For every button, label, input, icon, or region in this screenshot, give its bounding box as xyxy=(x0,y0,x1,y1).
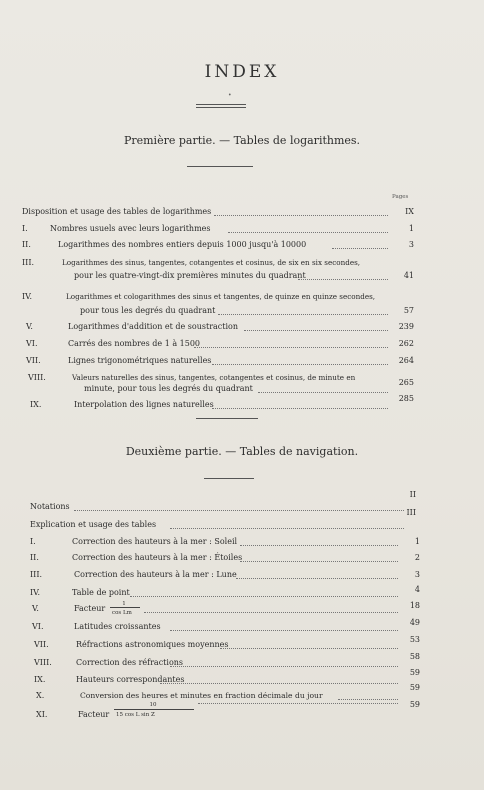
entry-page: 285 xyxy=(398,394,414,403)
entry-text: Logarithmes d'addition et de soustraction xyxy=(68,322,239,331)
entry-number: I. xyxy=(22,224,28,233)
entry-text: Carrés des nombres de 1 à 1500 xyxy=(68,339,201,348)
leader-dots xyxy=(220,647,398,649)
entry-page: 262 xyxy=(398,339,414,348)
entry-page: 49 xyxy=(409,618,420,627)
part2-rule xyxy=(204,478,254,479)
entry-text: Notations xyxy=(30,502,70,511)
entry-number: IX. xyxy=(30,400,42,409)
entry-text: Logarithmes des nombres entiers depuis 1000 jusqu'à 10000 xyxy=(58,240,307,249)
entry-number: I. xyxy=(30,537,36,546)
entry-page: 59 xyxy=(409,668,420,677)
leader-dots xyxy=(338,698,398,700)
entry-page: 239 xyxy=(398,322,414,331)
entry-text: Interpolation des lignes naturelles xyxy=(74,400,214,409)
entry-number: III. xyxy=(22,258,35,267)
entry-text-continued: pour les quatre-vingt-dix premières minutes du quadrant xyxy=(74,271,306,280)
entry-text: Logarithmes et cologarithmes des sinus et tangentes, de quinze en quinze secondes, xyxy=(66,292,376,301)
entry-number: V. xyxy=(26,322,33,331)
entry-number: XI. xyxy=(36,710,48,719)
leader-dots xyxy=(240,560,398,562)
part1-end-rule xyxy=(196,418,258,419)
leader-dots xyxy=(240,544,398,546)
entry-page: 57 xyxy=(403,306,414,315)
entry-page: IX xyxy=(405,207,414,216)
entry-page: 4 xyxy=(414,585,420,594)
leader-dots xyxy=(160,682,398,684)
leader-dots xyxy=(332,247,388,249)
page-title: INDEX xyxy=(204,62,280,82)
entry-number: IX. xyxy=(34,675,46,684)
part1-heading: Première partie. — Tables de logarithmes. xyxy=(123,134,361,147)
entry-text: Hauteurs correspondantes xyxy=(76,675,185,684)
leader-dots xyxy=(170,629,398,631)
ornament-dot: • xyxy=(228,92,232,99)
entry-text: Conversion des heures et minutes en fraction décimale du jour xyxy=(80,691,323,700)
entry-page: III xyxy=(406,508,416,517)
entry-page: 59 xyxy=(409,700,420,709)
entry-text-continued: minute, pour tous les degrés du quadrant xyxy=(84,384,253,393)
entry-page: 3 xyxy=(414,570,420,579)
entry-number: IV. xyxy=(30,588,41,597)
entry-text: Explication et usage des tables xyxy=(30,520,157,529)
leader-dots xyxy=(170,527,404,529)
entry-text: Logarithmes des sinus, tangentes, cotangentes et cosinus, de six en six secondes, xyxy=(62,258,361,267)
entry-text: Facteur xyxy=(78,710,110,719)
entry-page: 3 xyxy=(408,240,414,249)
entry-number: VI. xyxy=(32,622,44,631)
entry-text: Table de point xyxy=(72,588,130,597)
leader-dots xyxy=(130,595,398,597)
entry-text: Disposition et usage des tables de logarithmes xyxy=(22,207,212,216)
title-rule xyxy=(196,104,246,108)
entry-number: VII. xyxy=(26,356,41,365)
entry-number: IV. xyxy=(22,292,33,301)
entry-number: II. xyxy=(30,553,39,562)
leader-dots xyxy=(236,577,398,579)
leader-dots xyxy=(74,509,404,511)
entry-text: Correction des hauteurs à la mer : Étoiles xyxy=(72,553,243,562)
leader-dots xyxy=(298,278,388,280)
entry-text: Correction des hauteurs à la mer : Soleil xyxy=(72,537,238,546)
leader-dots xyxy=(194,346,388,348)
entry-number: VIII. xyxy=(34,658,52,667)
entry-page: 58 xyxy=(409,652,420,661)
leader-dots xyxy=(170,665,398,667)
entry-number: III. xyxy=(30,570,43,579)
entry-page: 1 xyxy=(414,537,420,546)
leader-dots xyxy=(244,329,388,331)
leader-dots xyxy=(198,702,398,704)
fraction-denominator: cos Lm xyxy=(112,610,132,616)
entry-text: Nombres usuels avec leurs logarithmes xyxy=(50,224,211,233)
leader-dots xyxy=(214,214,388,216)
entry-page: 1 xyxy=(408,224,414,233)
entry-number: VI. xyxy=(26,339,38,348)
entry-page: 18 xyxy=(409,601,420,610)
leader-dots xyxy=(228,231,388,233)
entry-number: X. xyxy=(36,691,45,700)
leader-dots xyxy=(212,363,388,365)
part2-heading: Deuxième partie. — Tables de navigation. xyxy=(125,445,359,458)
entry-text: Correction des hauteurs à la mer : Lune xyxy=(74,570,237,579)
entry-number: VII. xyxy=(34,640,49,649)
leader-dots xyxy=(218,313,388,315)
entry-page: 264 xyxy=(398,356,414,365)
leader-dots xyxy=(258,391,388,393)
entry-page: 41 xyxy=(403,271,414,280)
entry-text: Valeurs naturelles des sinus, tangentes, cotangentes et cosinus, de minute en xyxy=(72,373,356,382)
fraction-numerator: 1 xyxy=(122,601,126,607)
part1-rule xyxy=(187,166,253,167)
entry-page: II xyxy=(409,490,416,499)
fraction-numerator: 10 xyxy=(149,702,157,708)
entry-number: VIII. xyxy=(28,373,46,382)
entry-text: Correction des réfractions xyxy=(76,658,184,667)
entry-number: V. xyxy=(32,604,39,613)
entry-text: Réfractions astronomiques moyennes xyxy=(76,640,229,649)
entry-text: Lignes trigonométriques naturelles xyxy=(68,356,212,365)
entry-page: 2 xyxy=(414,553,420,562)
entry-text: Latitudes croissantes xyxy=(74,622,161,631)
entry-page: 59 xyxy=(409,683,420,692)
leader-dots xyxy=(144,611,398,613)
pages-column-label: Pages xyxy=(392,194,409,200)
entry-text-continued: pour tous les degrés du quadrant xyxy=(80,306,216,315)
entry-page: 265 xyxy=(398,378,414,387)
leader-dots xyxy=(212,407,388,409)
fraction-denominator: 15 cos L sin Z xyxy=(116,712,155,718)
entry-number: II. xyxy=(22,240,31,249)
entry-page: 53 xyxy=(409,635,420,644)
entry-text: Facteur xyxy=(74,604,106,613)
